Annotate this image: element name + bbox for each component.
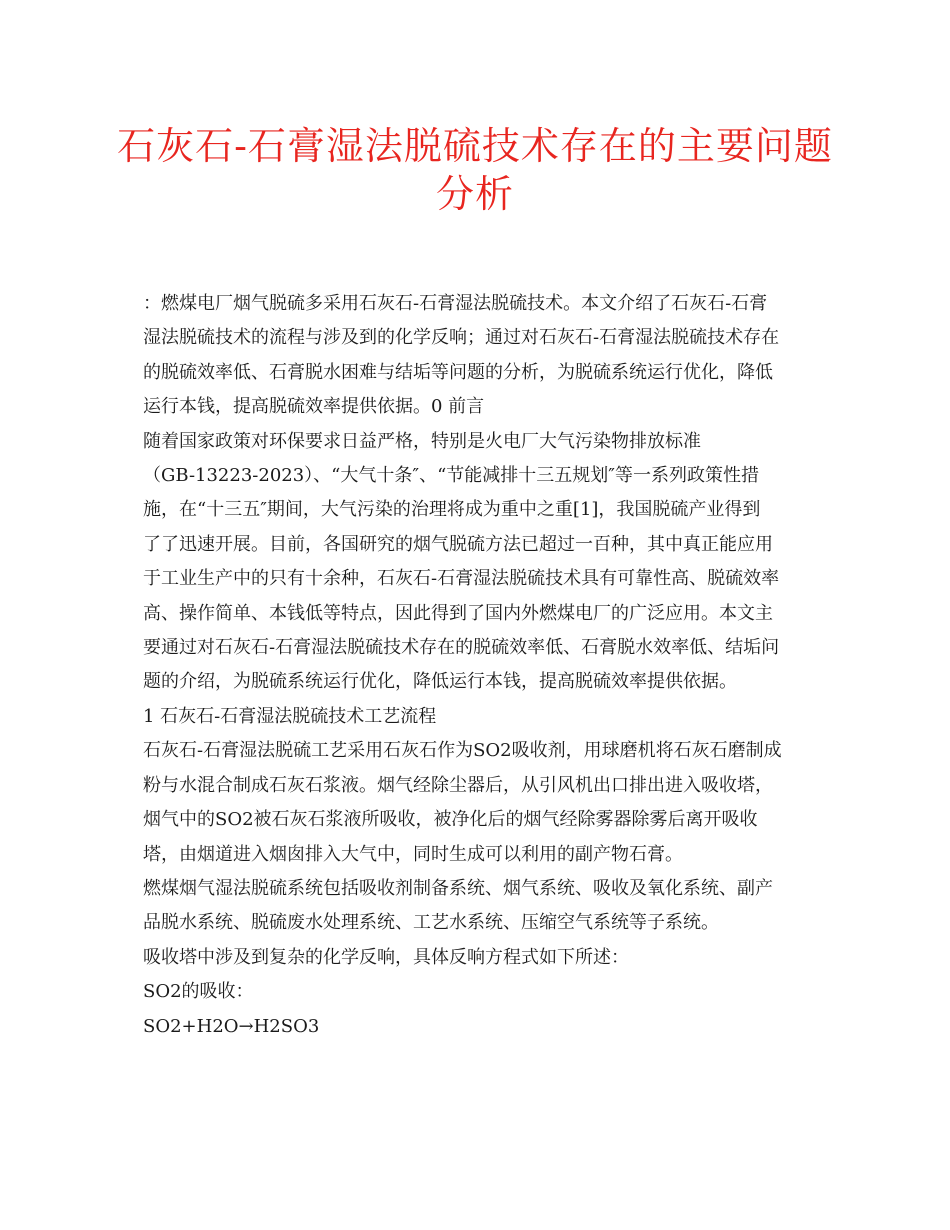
title-line-1: 石灰石-石膏湿法脱硫技术存在的主要问题 bbox=[117, 124, 833, 168]
system-line: 品脱水系统、脱硫废水处理系统、工艺水系统、压缩空气系统等子系统。 bbox=[143, 912, 719, 934]
preface-line: 题的介绍，为脱硫系统运行优化，降低运行本钱，提高脱硫效率提供依据。 bbox=[143, 671, 737, 693]
abstract-line: 湿法脱硫技术的流程与涉及到的化学反响；通过对石灰石-石膏湿法脱硫技术存在 bbox=[143, 327, 780, 349]
preface-line: 施，在“十三五″期间，大气污染的治理将成为重中之重[1]，我国脱硫产业得到 bbox=[143, 499, 761, 521]
system-line: 燃煤烟气湿法脱硫系统包括吸收剂制备系统、烟气系统、吸收及氧化系统、副产 bbox=[143, 877, 773, 899]
section-heading: 1 石灰石-石膏湿法脱硫技术工艺流程 bbox=[143, 705, 437, 727]
document-body bbox=[143, 287, 815, 1044]
reaction-intro-line: 吸收塔中涉及到复杂的化学反响，具体反响方程式如下所述： bbox=[143, 946, 629, 968]
process-line: 石灰石-石膏湿法脱硫工艺采用石灰石作为SO2吸收剂，用球磨机将石灰石磨制成 bbox=[143, 740, 782, 762]
abstract-line: 运行本钱，提高脱硫效率提供依据。0 前言 bbox=[143, 396, 485, 418]
preface-line: （GB-13223-2023）、“大气十条″、“节能减排十三五规划″等一系列政策性措 bbox=[143, 465, 760, 487]
abstract-line: ：燃煤电厂烟气脱硫多采用石灰石-石膏湿法脱硫技术。本文介绍了石灰石-石膏 bbox=[143, 293, 768, 314]
preface-line: 高、操作简单、本钱低等特点，因此得到了国内外燃煤电厂的广泛应用。本文主 bbox=[143, 602, 773, 624]
preface-line: 要通过对石灰石-石膏湿法脱硫技术存在的脱硫效率低、石膏脱水效率低、结垢问 bbox=[143, 637, 780, 659]
reaction-equation: SO2+H2O→H2SO3 bbox=[143, 1015, 320, 1037]
preface-line: 于工业生产中的只有十余种，石灰石-石膏湿法脱硫技术具有可靠性高、脱硫效率 bbox=[143, 568, 780, 590]
preface-line: 随着国家政策对环保要求日益严格，特别是火电厂大气污染物排放标准 bbox=[143, 430, 701, 452]
reaction-subheading: SO2的吸收： bbox=[143, 981, 254, 1003]
title-line-2: 分析 bbox=[435, 172, 514, 216]
process-line: 塔，由烟道进入烟囱排入大气中，同时生成可以利用的副产物石膏。 bbox=[143, 843, 683, 865]
process-line: 烟气中的SO2被石灰石浆液所吸收，被净化后的烟气经除雾器除雾后离开吸收 bbox=[143, 809, 758, 831]
process-line: 粉与水混合制成石灰石浆液。烟气经除尘器后，从引风机出口排出进入吸收塔， bbox=[143, 774, 773, 796]
abstract-line: 的脱硫效率低、石膏脱水困难与结垢等问题的分析，为脱硫系统运行优化，降低 bbox=[143, 361, 773, 383]
document-title bbox=[100, 122, 850, 218]
preface-line: 了了迅速开展。目前，各国研究的烟气脱硫方法已超过一百种，其中真正能应用 bbox=[143, 533, 773, 555]
